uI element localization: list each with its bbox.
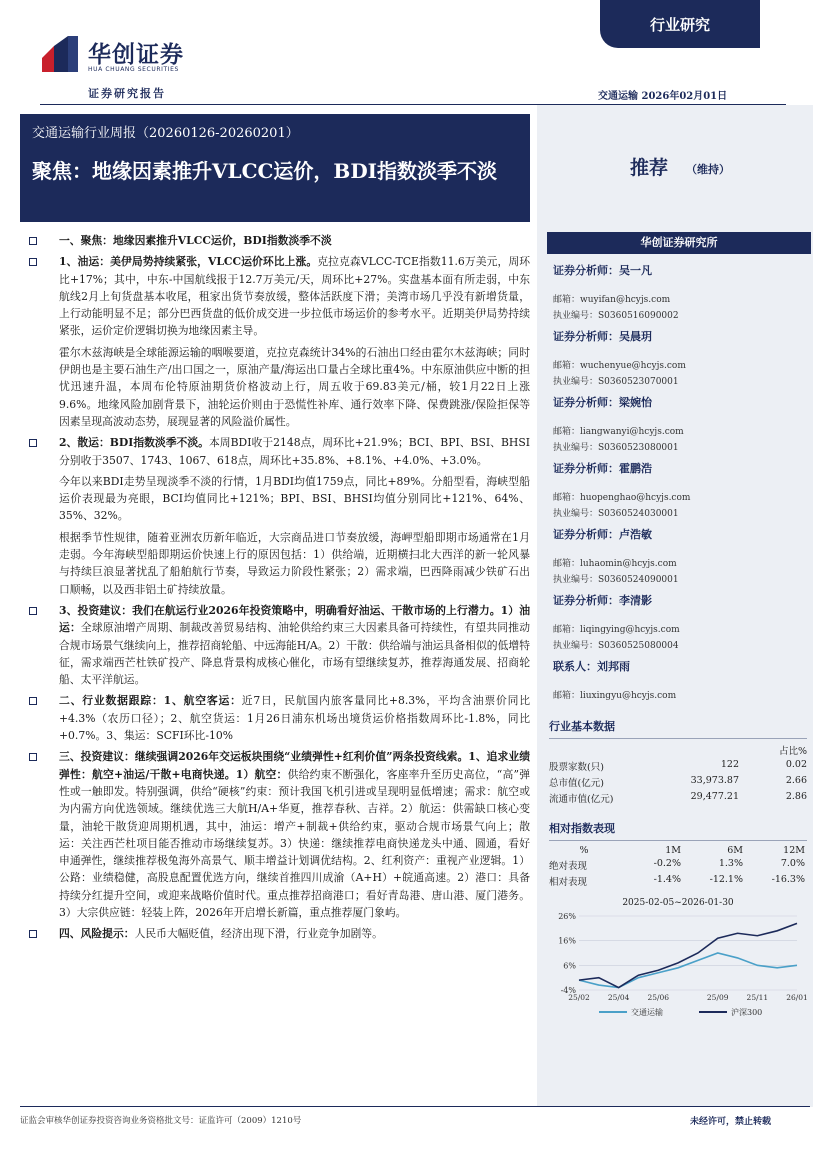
analyst-card xyxy=(553,592,809,658)
brand-name-en: HUA CHUANG SECURITIES xyxy=(88,66,179,73)
footer-copyright: 未经许可，禁止转载 xyxy=(690,1117,772,1127)
analyst-name: 证券分析师：霍鹏浩 xyxy=(553,462,652,475)
cell: 7.0% xyxy=(780,858,805,869)
analyst-email[interactable]: 邮箱：luhaomin@hcyjs.com xyxy=(553,559,677,569)
analyst-license: 执业编号：S0360523080001 xyxy=(553,443,679,453)
checkbox-bullet-icon xyxy=(29,237,37,245)
col-header: % xyxy=(579,845,589,856)
analyst-card xyxy=(553,262,809,328)
row-value: 33,973.87 xyxy=(690,775,739,786)
analyst-name: 证券分析师：吴晨玥 xyxy=(553,330,652,343)
body-text: 全球原油增产周期、制裁改善贸易结构、油轮供给约束三大因素具备可持续性，有望共同推动合规市场景气继续向上，推荐招商轮船、中远海能H/A。2）干散：供给端与油运具备相似的低增特征，需求端西芒杜铁矿投产、降息背景构成核心催化，市场有望继续复苏，推荐海通发展、招商轮船、太平洋航运。 xyxy=(59,621,531,687)
lead-text: 二、行业数据跟踪：1、航空客运： xyxy=(59,694,242,708)
row-label: 股票家数(只) xyxy=(549,762,604,773)
lead-text: 四、风险提示： xyxy=(59,927,135,941)
y-tick-label: 16% xyxy=(558,936,576,946)
series-label: 证券研究报告 xyxy=(88,87,166,100)
checkbox-bullet-icon xyxy=(29,753,37,761)
y-tick-label: -4% xyxy=(560,986,576,995)
analyst-name: 证券分析师：梁婉怡 xyxy=(553,396,652,409)
legend-label: 沪深300 xyxy=(731,1008,763,1017)
chart-svg xyxy=(549,908,807,1024)
lead-text: 2、散运：BDI指数淡季不淡。 xyxy=(59,436,209,450)
checkbox-bullet-icon xyxy=(29,930,37,938)
analyst-license: 执业编号：S0360516090002 xyxy=(553,311,679,321)
analyst-email[interactable]: 邮箱：wuchenyue@hcyjs.com xyxy=(553,361,686,371)
x-tick-label: 25/04 xyxy=(607,993,630,1002)
paragraph: 根据季节性规律，随着亚洲农历新年临近，大宗商品进口节奏放缓，海岬型船即期市场通常在1月走弱。今年海峡型船即期运价快速上行的原因包括：1）供给端，近期横扫北大西洋的新一轮风暴与持续巨浪显著扰乱了船舶航行节奏，导致运力阶段性紧张；2）需求端，巴西降雨减少铁矿石出口顺畅，以及西非铝土矿持续放量。 xyxy=(59,530,530,596)
chart-title: 2025-02-05~2026-01-30 xyxy=(622,898,734,908)
analyst-email[interactable]: 邮箱：liangwanyi@hcyjs.com xyxy=(553,427,684,437)
heading-text: 一、聚焦：地缘因素推升VLCC运价，BDI指数淡季不淡 xyxy=(59,234,332,247)
row-label: 绝对表现 xyxy=(549,861,588,872)
relative-row xyxy=(549,858,807,872)
paragraph xyxy=(20,748,530,921)
relative-perf-block xyxy=(549,820,807,888)
analyst-license: 执业编号：S0360525080004 xyxy=(553,641,679,651)
market-row xyxy=(549,775,807,789)
lead-text: 1、油运：美伊局势持续紧张，VLCC运价环比上涨。 xyxy=(59,255,318,269)
cell: -16.3% xyxy=(771,874,805,885)
report-body xyxy=(20,232,530,947)
body-text: 近7日，民航国内旅客量同比+8.3%，平均含油票价同比+4.3%（农历口径）；2、航空货运：1月26日浦东机场出境货运价格指数周环比-1.8%，同比+0.7%。3、集运：SCFI环比-10% xyxy=(59,694,531,743)
contact-email[interactable]: 邮箱：liuxingyu@hcyjs.com xyxy=(553,691,677,701)
checkbox-bullet-icon xyxy=(29,258,37,266)
analyst-card xyxy=(553,526,809,592)
body-text: 人民币大幅贬值，经济出现下滑，行业竞争加剧等。 xyxy=(134,927,383,941)
sector-date: 交通运输 2026年02月01日 xyxy=(598,91,728,102)
relative-perf-title: 相对指数表现 xyxy=(549,822,615,835)
analyst-license: 执业编号：S0360524030001 xyxy=(553,509,679,519)
market-data-title: 行业基本数据 xyxy=(549,720,615,733)
checkbox-bullet-icon xyxy=(29,439,37,447)
market-row xyxy=(549,791,807,805)
market-row xyxy=(549,759,807,773)
section-1-heading xyxy=(20,232,530,249)
paragraph xyxy=(20,602,530,688)
col-header: 12M xyxy=(783,845,805,856)
paragraph xyxy=(20,253,530,339)
y-tick-label: 6% xyxy=(563,961,576,971)
col-header: 1M xyxy=(665,845,681,856)
rating-sub: （维持） xyxy=(686,163,730,176)
relative-chart xyxy=(549,898,807,1028)
institute-header: 华创证券研究所 xyxy=(547,232,811,254)
analyst-list xyxy=(553,262,809,701)
body-text: 供给约束不断强化，客座率升至历史高位，“高”弹性或一触即发。特别强调，供给“硬核”约束：预计我国飞机引进或呈现明显低增速；需求：航空或为内需方向优选领域。继续优选三大航H/A+华夏，推荐春秋、吉祥。2）航运：供需缺口核心变量，油轮干散货迎周期机遇，其中，油运：增产+制裁+供给约束，驱动合规市场景气向上；散运：关注西芒杜项目能否推动市场继续复苏。3）快递：继续推荐电商快递龙头中通、圆通，看好申通弹性，继续推荐极兔海外高景气、顺丰增益计划调优结构。2、红利资产：重视产业逻辑。1）公路：业绩稳健，高股息配置优选方向，继续首推四川成渝（A+H）+皖通高速。2）港口：具备持续分红提升空间，或迎来战略价值时代。重点推荐招商港口；看好青岛港、唐山港、厦门港务。3）大宗供应链：轻装上阵，2026年开启增长新篇，重点推荐厦门象屿。 xyxy=(59,767,530,919)
y-tick-label: 26% xyxy=(558,912,576,921)
footer-divider xyxy=(20,1106,810,1107)
cell: 1.3% xyxy=(718,858,743,869)
row-value: 122 xyxy=(720,759,739,770)
analyst-email[interactable]: 邮箱：huopenghao@hcyjs.com xyxy=(553,493,691,503)
row-value: 29,477.21 xyxy=(690,791,739,802)
x-tick-label: 25/09 xyxy=(706,993,729,1002)
analyst-name: 证券分析师：李清影 xyxy=(553,594,652,607)
row-pct: 0.02 xyxy=(785,759,807,770)
analyst-email[interactable]: 邮箱：wuyifan@hcyjs.com xyxy=(553,295,671,305)
company-logo xyxy=(40,34,80,74)
contact-card xyxy=(553,658,809,701)
paragraph xyxy=(20,692,530,744)
analyst-name: 证券分析师：吴一凡 xyxy=(553,264,652,277)
paragraph: 霍尔木兹海峡是全球能源运输的咽喉要道，克拉克森统计34%的石油出口经由霍尔木兹海峡；同时伊朗也是主要石油生产/出口国之一，原油产量/海运出口量占全球比重4%。中东原油供应中断的担忧迅速升温，本周布伦特原油期货价格波动上行，周五收于69.83美元/桶，较1月22日上涨9.6%。地缘风险加剧背景下，油轮运价则由于恐慌性补库、通行效率下降、保费跳涨/保险拒保等因素呈现高波动态势，展现显著的风险溢价属性。 xyxy=(59,345,530,428)
lead-text: 3、投资建议：我们在航运行业2026年投资策略中，明确看好油运、干散市场的上行潜力。1）油运： xyxy=(59,603,530,635)
analyst-name: 证券分析师：卢浩敏 xyxy=(553,528,652,541)
checkbox-bullet-icon xyxy=(29,697,37,705)
rating-main: 推荐 xyxy=(630,157,669,179)
analyst-card xyxy=(553,460,809,526)
relative-row xyxy=(549,874,807,888)
paragraph xyxy=(20,925,530,942)
row-label: 流通市值(亿元) xyxy=(549,794,614,805)
x-tick-label: 25/02 xyxy=(568,993,590,1002)
relative-header-row xyxy=(549,845,807,856)
row-pct: 2.86 xyxy=(785,791,807,802)
body-text: 克拉克森VLCC-TCE指数11.6万美元，周环比+17%；其中，中东-中国航线报于12.7万美元/天，周环比+27%。实盘基本面有所走弱，中东航线2月上旬货盘基本收尾，租家出货节奏放缓，整体活跃度下滑；美湾市场几乎没有新增货量，上行动能明显不足；部分巴西货盘的低价成交进一步拉低市场运价的参考水平。近期美伊局势持续紧张，运价定价逻辑切换为地缘因素主导。 xyxy=(59,255,530,338)
x-tick-label: 25/11 xyxy=(746,993,769,1002)
report-title: 聚焦：地缘因素推升VLCC运价，BDI指数淡季不淡 xyxy=(32,159,498,183)
pct-header: 占比% xyxy=(778,746,807,757)
checkbox-bullet-icon xyxy=(29,607,37,615)
legend-label: 交通运输 xyxy=(631,1008,663,1017)
analyst-license: 执业编号：S0360523070001 xyxy=(553,377,679,387)
analyst-email[interactable]: 邮箱：liqingying@hcyjs.com xyxy=(553,625,680,635)
x-tick-label: 26/01 xyxy=(786,993,807,1002)
row-label: 相对表现 xyxy=(549,877,588,888)
paragraph xyxy=(20,434,530,469)
paragraph: 今年以来BDI走势呈现淡季不淡的行情，1月BDI均值1759点，同比+89%。分船型看，海峡型船运价表现最为亮眼，BCI均值同比+121%；BPI、BSI、BHSI均值分别同比+121%、64%、35%、32%。 xyxy=(59,474,530,523)
footer-license: 证监会审核华创证券投资咨询业务资格批文号：证监许可（2009）1210号 xyxy=(20,1116,302,1126)
cell: -0.2% xyxy=(653,858,681,869)
x-tick-label: 25/06 xyxy=(647,993,670,1002)
market-data-block xyxy=(549,718,807,805)
analyst-license: 执业编号：S0360524090001 xyxy=(553,575,679,585)
contact-name: 联系人：刘邦雨 xyxy=(553,660,630,673)
lead-text: 三、投资建议：继续强调2026年交运板块围绕“业绩弹性+红利价值”两条投资线索。1、追求业绩弹性：航空+油运/干散+电商快递。1）航空： xyxy=(59,750,530,781)
row-pct: 2.66 xyxy=(785,775,807,786)
report-type-tag: 行业研究 xyxy=(600,0,760,48)
hero-banner xyxy=(20,114,530,222)
col-header: 6M xyxy=(727,845,743,856)
body-text: 本周BDI收于2148点，周环比+21.9%；BCI、BPI、BSI、BHSI分别收于3507、1743、1067、618点，周环比+35.8%、+8.1%、+4.0%、+3.0%。 xyxy=(59,436,530,467)
brand-name-cn: 华创证券 xyxy=(88,42,184,68)
cell: -1.4% xyxy=(653,874,681,885)
analyst-card xyxy=(553,394,809,460)
series-line xyxy=(579,923,797,987)
cell: -12.1% xyxy=(709,874,743,885)
analyst-card xyxy=(553,328,809,394)
weekly-label: 交通运输行业周报（20260126-20260201） xyxy=(32,126,299,141)
row-label: 总市值(亿元) xyxy=(549,778,604,789)
